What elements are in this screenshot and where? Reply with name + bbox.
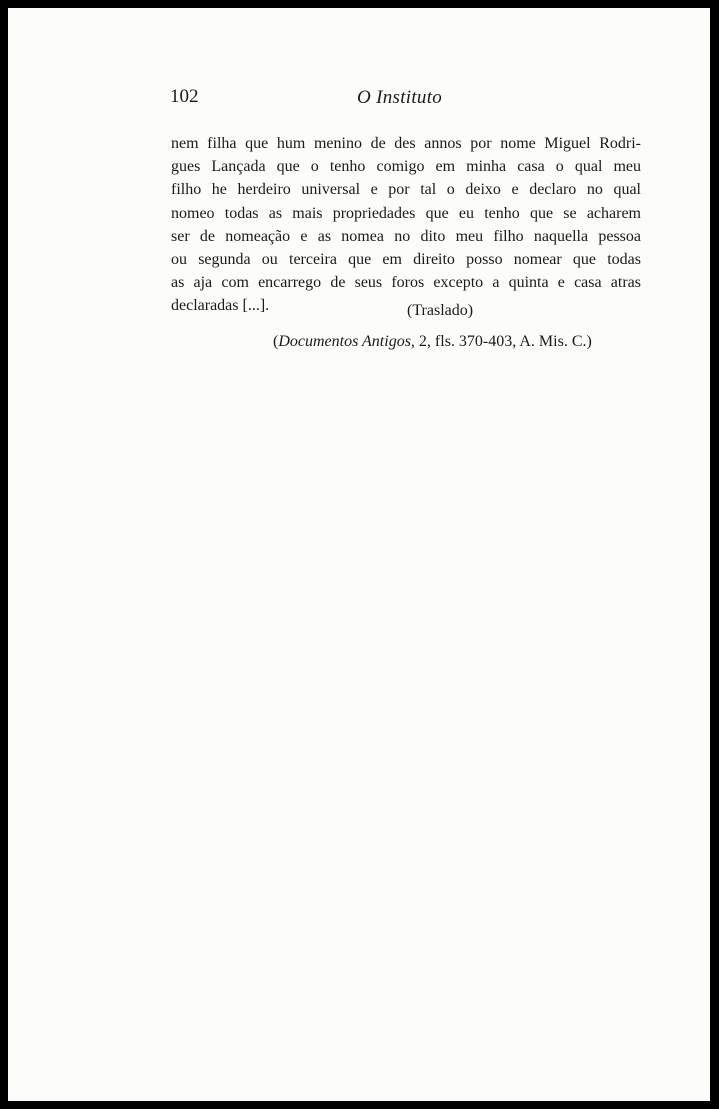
citation-title: Documentos Antigos, (278, 333, 415, 350)
text-line: filho he herdeiro universal e por tal o deixo e declaro no qual (171, 181, 641, 199)
citation-details: 2, fls. 370-403, A. Mis. C.) (414, 333, 592, 350)
document-page (8, 8, 710, 1101)
text-line: ou segunda ou terceira que em direito posso nomear que todas (171, 251, 641, 269)
body-paragraph (171, 132, 641, 318)
citation-open-paren: ( (273, 333, 279, 350)
text-line: gues Lançada que o tenho comigo em minha casa o qual meu (171, 158, 641, 176)
text-line: declaradas [...]. (171, 297, 270, 315)
traslado-note: (Traslado) (407, 302, 474, 319)
text-line: nem filha que hum menino de des annos por nome Miguel Rodri- (171, 135, 641, 152)
running-title: O Instituto (357, 87, 443, 108)
source-citation (273, 331, 592, 353)
text-line: nomeo todas as mais propriedades que eu tenho que se acharem (171, 204, 641, 222)
page-number: 102 (170, 86, 199, 107)
text-line: as aja com encarrego de seus foros excepto a quinta e casa atras (171, 274, 641, 292)
text-line: ser de nomeação e as nomea no dito meu filho naquella pessoa (171, 227, 641, 245)
